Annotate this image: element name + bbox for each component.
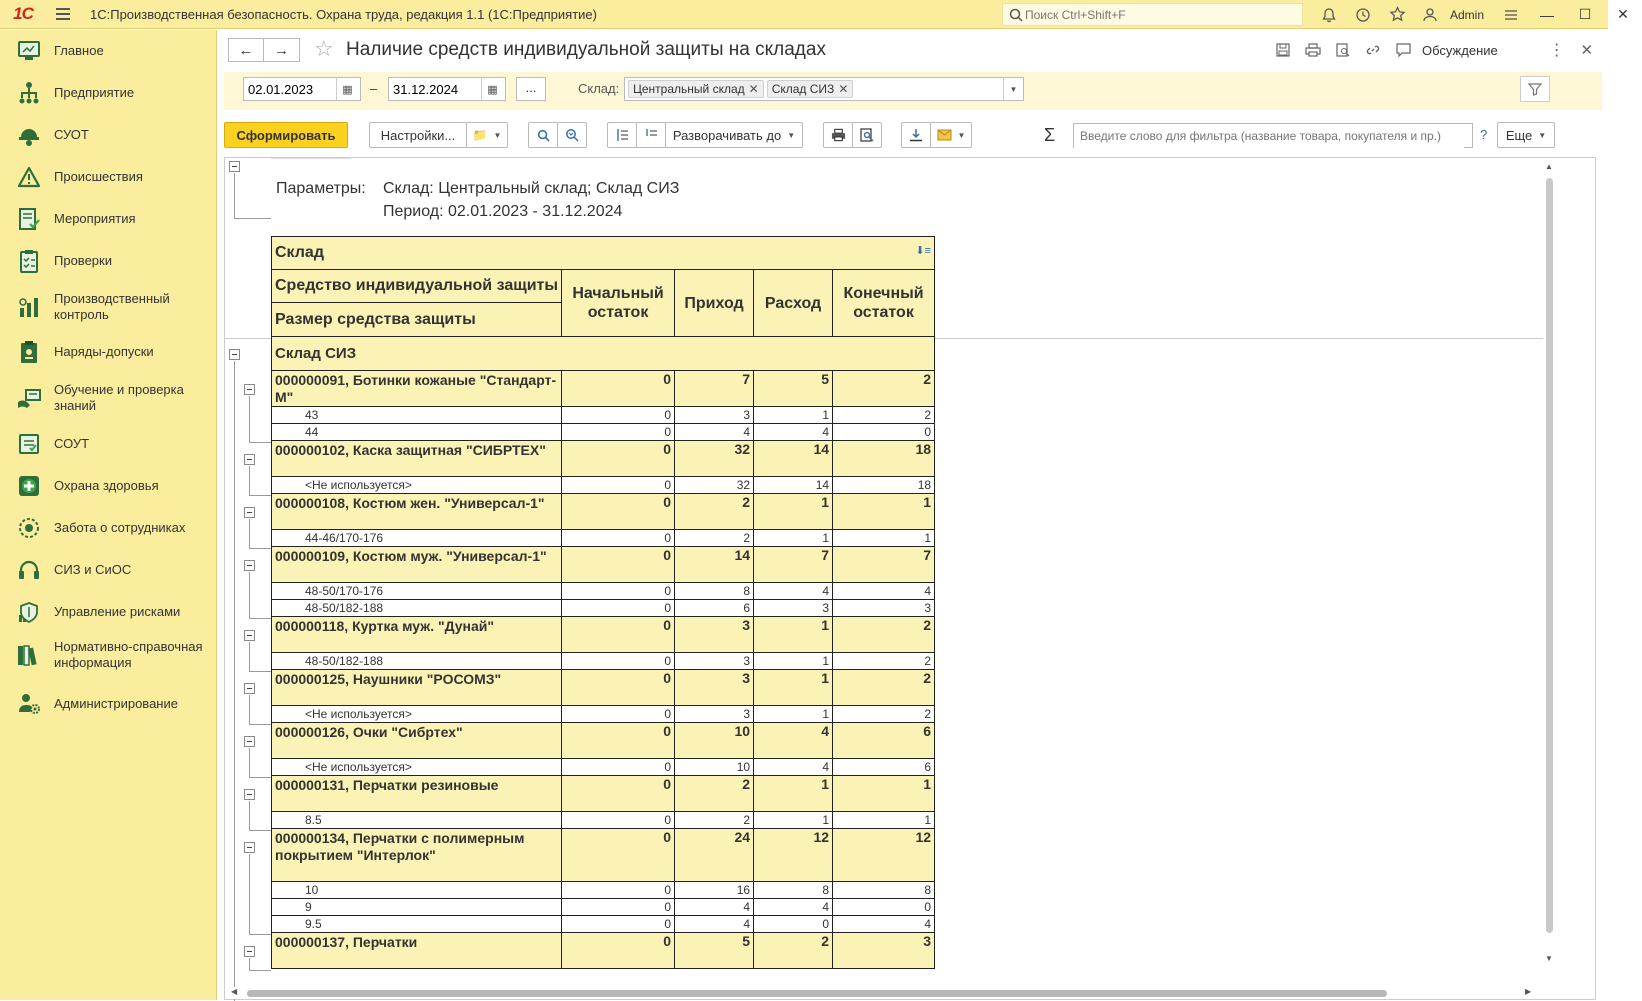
chevron-down-icon: ▼ — [787, 130, 796, 140]
sidebar-item-production-control[interactable]: Производственный контроль — [0, 290, 217, 324]
link-icon[interactable] — [1358, 40, 1388, 60]
income-cell: 3 — [675, 670, 754, 706]
certificate-icon — [17, 432, 41, 456]
sidebar-item-sout[interactable]: СОУТ — [0, 432, 217, 456]
expense-cell: 8 — [754, 882, 833, 899]
income-cell: 24 — [675, 829, 754, 882]
expense-cell: 0 — [754, 916, 833, 933]
minimize-icon[interactable]: — — [1540, 6, 1555, 23]
end-balance-cell: 1 — [833, 812, 935, 829]
income-cell: 4 — [675, 424, 754, 441]
item-name-cell: 44 — [272, 424, 562, 441]
chevron-down-icon: ▼ — [1538, 130, 1547, 140]
vertical-scroll-thumb[interactable] — [1546, 178, 1553, 933]
headphones-icon — [17, 558, 41, 582]
item-size-row — [272, 706, 935, 723]
end-balance-cell: 18 — [833, 477, 935, 494]
end-balance-cell: 2 — [833, 407, 935, 424]
warehouse-chip[interactable]: Центральный склад ✕ — [628, 80, 764, 98]
chevron-down-icon: ▼ — [957, 130, 966, 140]
start-balance-cell: 0 — [562, 477, 675, 494]
remove-chip-icon[interactable]: ✕ — [838, 82, 849, 96]
collapse-icon — [644, 128, 658, 142]
end-balance-cell: 4 — [833, 916, 935, 933]
history-icon[interactable] — [1346, 0, 1380, 29]
start-balance-cell: 0 — [562, 600, 675, 617]
item-name-cell: 000000131, Перчатки резиновые — [272, 776, 562, 812]
chevron-down-icon[interactable]: ▼ — [1003, 78, 1023, 100]
end-balance-cell: 12 — [833, 829, 935, 882]
send-email-button[interactable] — [930, 122, 972, 148]
sidebar-item-reference[interactable]: Нормативно-справочная информация — [0, 638, 217, 672]
end-balance-cell: 1 — [833, 494, 935, 530]
forward-button[interactable] — [264, 38, 300, 62]
collapse-item-icon[interactable] — [244, 946, 255, 957]
sum-icon[interactable]: Σ — [1044, 125, 1056, 145]
close-form-icon[interactable]: ✕ — [1580, 42, 1594, 59]
print-icon — [831, 128, 846, 142]
expand-all-button[interactable] — [607, 122, 637, 148]
header-warehouse: Склад ⬇≡ — [272, 237, 935, 270]
end-balance-cell: 18 — [833, 441, 935, 477]
start-balance-cell: 0 — [562, 547, 675, 583]
org-structure-icon — [17, 81, 41, 105]
start-balance-cell: 0 — [562, 407, 675, 424]
collapse-item-icon[interactable] — [244, 789, 255, 800]
download-icon — [909, 128, 923, 142]
end-balance-cell: 7 — [833, 547, 935, 583]
favorite-star-icon[interactable]: ☆ — [314, 36, 334, 61]
item-group-row[interactable] — [272, 617, 935, 653]
item-group-row[interactable] — [272, 547, 935, 583]
app-title: 1С:Производственная безопасность. Охрана труда, редакция 1.1 (1С:Предприятие) — [90, 6, 597, 22]
education-icon — [17, 386, 41, 410]
start-balance-cell: 0 — [562, 653, 675, 670]
end-balance-cell: 0 — [833, 424, 935, 441]
date-from-input[interactable] — [244, 81, 336, 98]
expense-cell: 1 — [754, 812, 833, 829]
expense-cell: 1 — [754, 706, 833, 723]
income-cell: 4 — [675, 899, 754, 916]
end-balance-cell: 8 — [833, 882, 935, 899]
preview-icon[interactable] — [1328, 40, 1358, 60]
expense-cell: 1 — [754, 530, 833, 547]
item-size-row — [272, 530, 935, 547]
save-icon[interactable] — [1268, 40, 1298, 60]
collapse-item-icon[interactable] — [244, 560, 255, 571]
expense-cell: 1 — [754, 670, 833, 706]
scroll-left-icon[interactable]: ◀ — [231, 987, 238, 996]
start-balance-cell: 0 — [562, 899, 675, 916]
medical-icon — [17, 474, 41, 498]
sidebar-item-care[interactable]: Забота о сотрудниках — [0, 516, 217, 540]
scroll-right-icon[interactable]: ▶ — [1525, 987, 1532, 996]
sidebar — [0, 30, 217, 1000]
end-balance-cell: 0 — [833, 899, 935, 916]
income-cell: 2 — [675, 776, 754, 812]
income-cell: 3 — [675, 407, 754, 424]
start-balance-cell: 0 — [562, 882, 675, 899]
income-cell: 4 — [675, 916, 754, 933]
item-name-cell: 000000137, Перчатки — [272, 933, 562, 969]
hardhat-icon — [17, 123, 41, 147]
end-balance-cell: 2 — [833, 653, 935, 670]
date-to-input[interactable] — [389, 81, 481, 98]
chevron-down-icon: ▼ — [493, 130, 502, 140]
help-icon[interactable]: ? — [1480, 127, 1488, 142]
search-icon — [1009, 8, 1023, 22]
sidebar-item-ppe[interactable]: СИЗ и СиОС — [0, 558, 217, 582]
print-preview-button[interactable] — [852, 122, 882, 148]
more-vertical-icon[interactable]: ⋮ — [1548, 42, 1565, 59]
income-cell: 10 — [675, 723, 754, 759]
item-name-cell: 000000126, Очки "Сибртех" — [272, 723, 562, 759]
item-group-row[interactable] — [272, 829, 935, 882]
collapse-item-icon[interactable] — [244, 683, 255, 694]
income-cell: 3 — [675, 617, 754, 653]
sidebar-item-admin[interactable]: Администрирование — [0, 692, 217, 716]
item-name-cell: 8.5 — [272, 812, 562, 829]
item-group-row[interactable] — [272, 441, 935, 477]
end-balance-cell: 2 — [833, 617, 935, 653]
chart-icon — [17, 295, 41, 319]
item-group-row[interactable] — [272, 670, 935, 706]
start-balance-cell: 0 — [562, 916, 675, 933]
income-cell: 16 — [675, 882, 754, 899]
sidebar-item-health[interactable]: Охрана здоровья — [0, 474, 217, 498]
sidebar-item-risks[interactable]: Управление рисками — [0, 600, 217, 624]
horizontal-scrollbar[interactable] — [225, 987, 1541, 999]
report-table — [271, 236, 935, 969]
income-cell: 8 — [675, 583, 754, 600]
item-name-cell: 9 — [272, 899, 562, 916]
collapse-item-icon[interactable] — [244, 384, 255, 395]
settings-menu-icon[interactable] — [1494, 0, 1528, 29]
user-name[interactable]: Admin — [1450, 7, 1485, 22]
search-replace-button[interactable] — [557, 122, 587, 148]
scroll-up-icon[interactable]: ▲ — [1545, 162, 1553, 171]
income-cell: 3 — [675, 706, 754, 723]
income-cell: 6 — [675, 600, 754, 617]
collapse-item-icon[interactable] — [244, 507, 255, 518]
expense-cell: 4 — [754, 424, 833, 441]
income-cell: 2 — [675, 812, 754, 829]
item-size-row — [272, 583, 935, 600]
header-item: Средство индивидуальной защиты — [272, 270, 562, 303]
period-select-button[interactable]: ... — [516, 77, 546, 101]
header-start-balance: Начальный остаток — [562, 270, 675, 337]
end-balance-cell: 4 — [833, 583, 935, 600]
maximize-icon[interactable]: ☐ — [1578, 6, 1592, 22]
scroll-down-icon[interactable]: ▼ — [1545, 954, 1553, 963]
search-replace-icon — [565, 128, 579, 142]
end-balance-cell: 6 — [833, 759, 935, 776]
item-name-cell: 000000118, Куртка муж. "Дунай" — [272, 617, 562, 653]
collapse-item-icon[interactable] — [244, 736, 255, 747]
report-document — [224, 157, 1596, 1000]
page-title: Наличие средств индивидуальной защиты на складах — [346, 39, 826, 60]
report-form — [218, 30, 1608, 1000]
expense-cell: 14 — [754, 441, 833, 477]
expense-cell: 4 — [754, 723, 833, 759]
item-group-row[interactable] — [272, 776, 935, 812]
expense-cell: 1 — [754, 494, 833, 530]
expense-cell: 5 — [754, 371, 833, 407]
collapse-params-icon[interactable] — [229, 161, 240, 172]
sidebar-item-training[interactable]: Обучение и проверка знаний — [0, 381, 217, 415]
item-name-cell: 48-50/182-188 — [272, 653, 562, 670]
end-balance-cell: 2 — [833, 706, 935, 723]
income-cell: 7 — [675, 371, 754, 407]
income-cell: 32 — [675, 477, 754, 494]
more-button[interactable]: Еще ▼ — [1497, 122, 1555, 148]
header-size: Размер средства защиты — [272, 303, 562, 337]
date-separator: – — [370, 81, 378, 96]
sidebar-item-activities[interactable]: Мероприятия — [0, 207, 217, 231]
warehouse-field[interactable] — [624, 77, 1024, 101]
report-toolbar — [218, 120, 1608, 150]
item-name-cell: 48-50/182-188 — [272, 600, 562, 617]
start-balance-cell: 0 — [562, 617, 675, 653]
start-balance-cell: 0 — [562, 530, 675, 547]
item-size-row — [272, 407, 935, 424]
date-to-field[interactable] — [388, 77, 506, 101]
end-balance-cell: 2 — [833, 371, 935, 407]
close-window-icon[interactable]: ✕ — [1617, 6, 1629, 22]
logo-1c: 1С — [13, 4, 33, 23]
collapse-item-icon[interactable] — [244, 454, 255, 465]
income-cell: 10 — [675, 759, 754, 776]
item-size-row — [272, 759, 935, 776]
date-from-field[interactable] — [243, 77, 361, 101]
params-period: Период: 02.01.2023 - 31.12.2024 — [383, 203, 623, 220]
start-balance-cell: 0 — [562, 441, 675, 477]
sidebar-item-suot[interactable]: СУОТ — [0, 123, 217, 147]
start-balance-cell: 0 — [562, 424, 675, 441]
header-end-balance: Конечный остаток — [833, 270, 935, 337]
filter-funnel-icon[interactable] — [1520, 76, 1550, 102]
favorites-star-icon[interactable] — [1380, 0, 1414, 29]
search-button[interactable] — [528, 122, 558, 148]
end-balance-cell: 1 — [833, 530, 935, 547]
collapse-group-icon[interactable] — [229, 349, 240, 360]
header-income: Приход — [675, 270, 754, 337]
expense-cell: 4 — [754, 759, 833, 776]
expense-cell: 12 — [754, 829, 833, 882]
start-balance-cell: 0 — [562, 759, 675, 776]
envelope-icon — [937, 129, 952, 141]
sidebar-item-enterprise[interactable]: Предприятие — [0, 81, 217, 105]
item-size-row — [272, 882, 935, 899]
warning-icon — [17, 165, 41, 189]
discussion-link[interactable]: Обсуждение — [1422, 42, 1498, 58]
print-button[interactable] — [823, 122, 853, 148]
preview-icon — [860, 128, 874, 142]
income-cell: 5 — [675, 933, 754, 969]
start-balance-cell: 0 — [562, 371, 675, 407]
start-balance-cell: 0 — [562, 583, 675, 600]
end-balance-cell: 1 — [833, 776, 935, 812]
books-icon — [17, 643, 41, 667]
sidebar-item-permits[interactable]: Наряды-допуски — [0, 340, 217, 364]
item-name-cell: 10 — [272, 882, 562, 899]
print-icon[interactable] — [1298, 40, 1328, 60]
filter-panel — [224, 72, 1602, 110]
end-balance-cell: 2 — [833, 670, 935, 706]
warehouse-group-row[interactable]: Склад СИЗ — [272, 337, 935, 371]
report-filter-field[interactable] — [1073, 123, 1473, 148]
item-name-cell: <Не используется> — [272, 477, 562, 494]
end-balance-cell: 3 — [833, 600, 935, 617]
start-balance-cell: 0 — [562, 706, 675, 723]
folder-icon: 📁 — [472, 128, 488, 142]
expense-cell: 1 — [754, 653, 833, 670]
item-name-cell: 000000102, Каска защитная "СИБРТЕХ" — [272, 441, 562, 477]
sidebar-item-main[interactable]: Главное — [0, 39, 217, 63]
start-balance-cell: 0 — [562, 776, 675, 812]
item-name-cell: 43 — [272, 407, 562, 424]
expense-cell: 1 — [754, 407, 833, 424]
item-size-row — [272, 916, 935, 933]
expense-cell: 1 — [754, 617, 833, 653]
checklist-icon — [17, 207, 41, 231]
params-label: Параметры: — [276, 180, 366, 197]
global-search[interactable] — [1002, 3, 1303, 26]
item-name-cell: 44-46/170-176 — [272, 530, 562, 547]
admin-gear-icon — [17, 692, 41, 716]
income-cell: 3 — [675, 653, 754, 670]
header-expense: Расход — [754, 270, 833, 337]
sidebar-item-incidents[interactable]: Происшествия — [0, 165, 217, 189]
item-name-cell: 000000109, Костюм муж. "Универсал-1" — [272, 547, 562, 583]
item-name-cell: 000000125, Наушники "РОСОМЗ" — [272, 670, 562, 706]
income-cell: 2 — [675, 530, 754, 547]
item-size-row — [272, 653, 935, 670]
bell-icon[interactable] — [1312, 0, 1346, 29]
item-name-cell: 48-50/170-176 — [272, 583, 562, 600]
expense-cell: 2 — [754, 933, 833, 969]
clipboard-icon — [17, 249, 41, 273]
item-name-cell: <Не используется> — [272, 706, 562, 723]
item-group-row[interactable] — [272, 933, 935, 969]
expense-cell: 3 — [754, 600, 833, 617]
sort-icon[interactable]: ⬇≡ — [915, 245, 932, 257]
item-name-cell: 000000134, Перчатки с полимерным покрытием "Интерлок" — [272, 829, 562, 882]
item-size-row — [272, 899, 935, 916]
monitor-icon — [17, 39, 41, 63]
income-cell: 2 — [675, 494, 754, 530]
warehouse-label: Склад: — [578, 81, 620, 96]
item-size-row — [272, 477, 935, 494]
expand-to-button[interactable]: Разворачивать до ▼ — [665, 122, 803, 148]
params-warehouse: Склад: Центральный склад; Склад СИЗ — [383, 180, 680, 197]
start-balance-cell: 0 — [562, 670, 675, 706]
main-menu-icon[interactable] — [50, 0, 76, 29]
shield-icon — [17, 600, 41, 624]
arrow-left-icon: ← — [238, 41, 254, 59]
item-name-cell: 000000091, Ботинки кожаные "Стандарт-М" — [272, 371, 562, 407]
report-filter-input[interactable] — [1074, 124, 1464, 148]
calendar-icon[interactable]: ▦ — [336, 78, 358, 100]
vertical-scrollbar[interactable] — [1543, 158, 1557, 999]
income-cell: 14 — [675, 547, 754, 583]
discussion-icon[interactable] — [1388, 40, 1418, 60]
care-icon — [17, 516, 41, 540]
sidebar-item-inspections[interactable]: Проверки — [0, 249, 217, 273]
settings-button[interactable]: Настройки... — [369, 122, 467, 148]
start-balance-cell: 0 — [562, 829, 675, 882]
expense-cell: 4 — [754, 899, 833, 916]
user-icon[interactable] — [1414, 0, 1448, 29]
item-name-cell: 9.5 — [272, 916, 562, 933]
expense-cell: 14 — [754, 477, 833, 494]
item-size-row — [272, 812, 935, 829]
collapse-all-button[interactable] — [636, 122, 666, 148]
income-cell: 32 — [675, 441, 754, 477]
search-icon — [537, 129, 550, 142]
start-balance-cell: 0 — [562, 494, 675, 530]
remove-chip-icon[interactable]: ✕ — [748, 82, 759, 96]
item-name-cell: <Не используется> — [272, 759, 562, 776]
calendar-icon[interactable]: ▦ — [481, 78, 503, 100]
item-group-row[interactable] — [272, 371, 935, 407]
start-balance-cell: 0 — [562, 933, 675, 969]
warehouse-chip[interactable]: Склад СИЗ ✕ — [767, 80, 854, 98]
global-search-input[interactable] — [1023, 7, 1283, 23]
arrow-right-icon: → — [274, 41, 289, 59]
variants-button[interactable] — [466, 122, 508, 148]
horizontal-scroll-thumb[interactable] — [247, 990, 1387, 997]
expense-cell: 1 — [754, 776, 833, 812]
end-balance-cell: 6 — [833, 723, 935, 759]
permit-icon — [17, 340, 41, 364]
item-group-row[interactable] — [272, 494, 935, 530]
item-size-row — [272, 600, 935, 617]
item-name-cell: 000000108, Костюм жен. "Универсал-1" — [272, 494, 562, 530]
expense-cell: 4 — [754, 583, 833, 600]
expense-cell: 7 — [754, 547, 833, 583]
start-balance-cell: 0 — [562, 723, 675, 759]
item-size-row — [272, 424, 935, 441]
expand-icon — [615, 128, 629, 142]
end-balance-cell: 3 — [833, 933, 935, 969]
back-button[interactable] — [228, 38, 264, 62]
title-bar — [0, 0, 1629, 29]
start-balance-cell: 0 — [562, 812, 675, 829]
collapse-item-icon[interactable] — [244, 630, 255, 641]
export-button[interactable] — [901, 122, 931, 148]
collapse-item-icon[interactable] — [244, 842, 255, 853]
item-group-row[interactable] — [272, 723, 935, 759]
generate-button[interactable]: Сформировать — [224, 122, 348, 148]
